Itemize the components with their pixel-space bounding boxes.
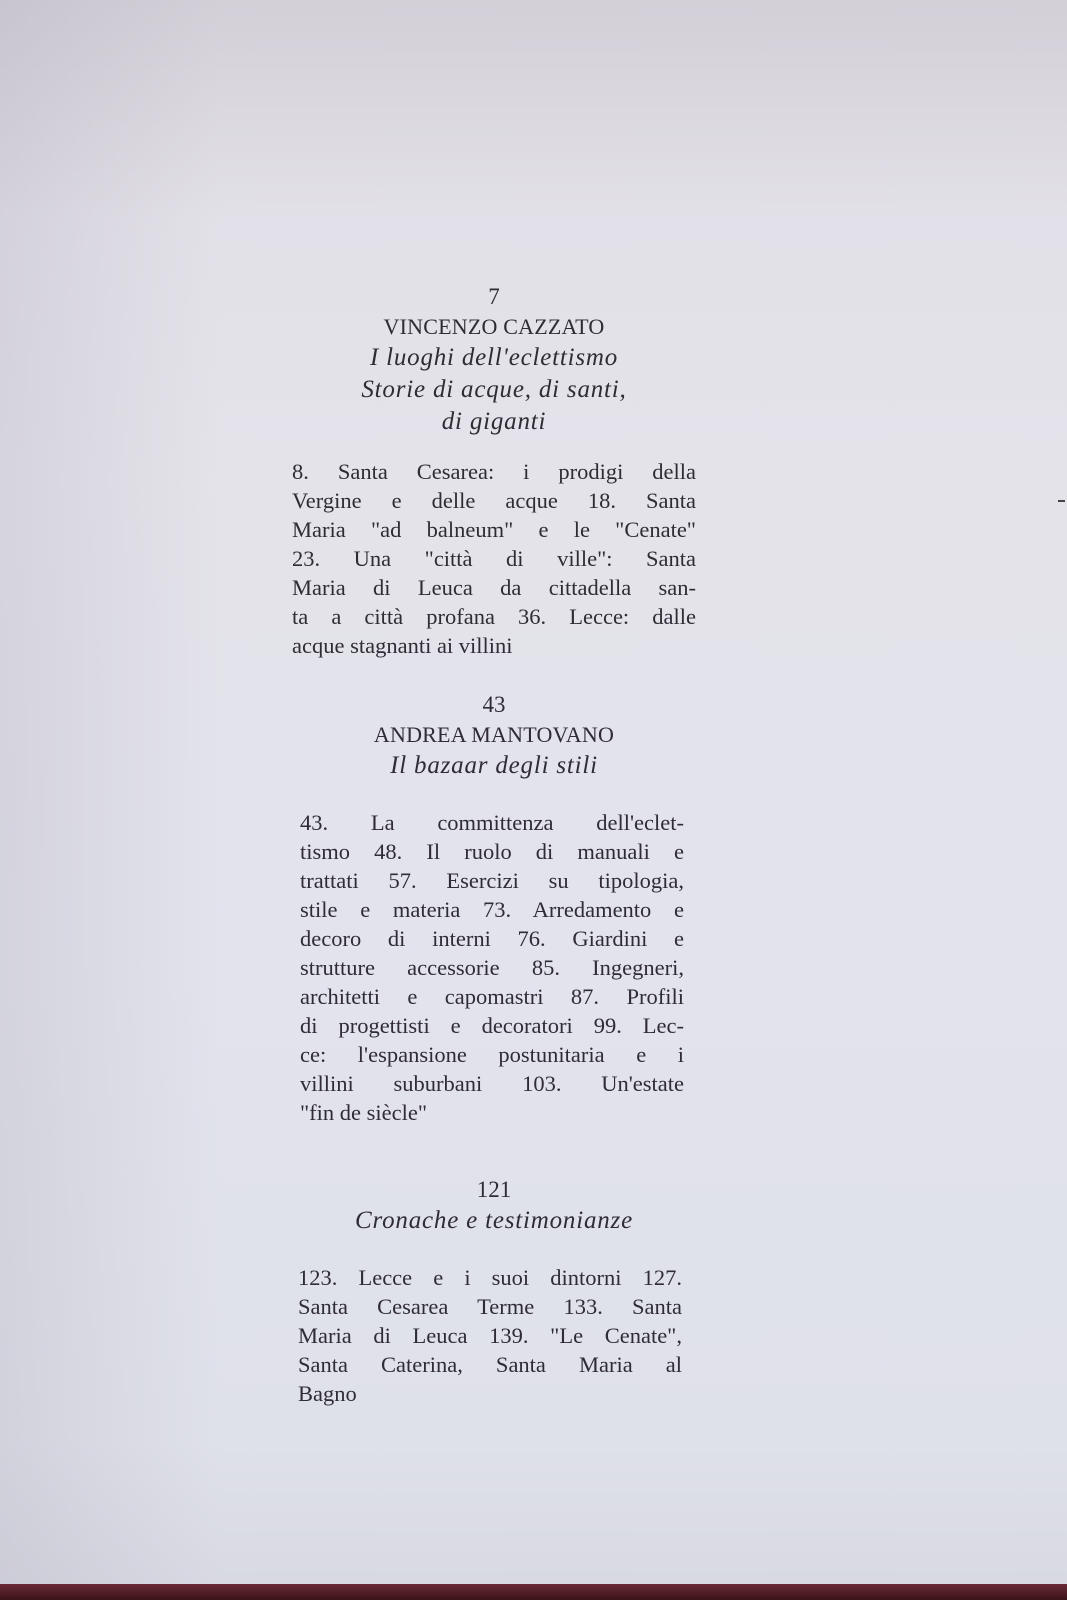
contents-line: di progettisti e decoratori 99. Lec- (300, 1013, 684, 1038)
contents-line: Maria "ad balneum" e le "Cenate" (292, 517, 696, 542)
contents-line: 43. La committenza dell'eclet- (300, 810, 684, 835)
section-title-line: Storie di acque, di santi, (361, 376, 627, 403)
contents-line: 23. Una "città di ville": Santa (292, 546, 696, 571)
contents-line: ta a città profana 36. Lecce: dalle (292, 604, 696, 629)
contents-line: ce: l'espansione postunitaria e i (300, 1042, 684, 1067)
contents-line: trattati 57. Esercizi su tipologia, (300, 868, 684, 893)
section-contents (292, 457, 696, 660)
edge-mark (1058, 500, 1065, 502)
contents-line: decoro di interni 76. Giardini e (300, 926, 684, 951)
section-contents (298, 1263, 682, 1408)
section-author: ANDREA MANTOVANO (373, 722, 615, 747)
contents-line: Maria di Leuca da cittadella san- (292, 575, 696, 600)
contents-line: villini suburbani 103. Un'estate (300, 1071, 684, 1096)
contents-line: architetti e capomastri 87. Profili (300, 984, 684, 1009)
section-contents (300, 808, 684, 1127)
contents-line: strutture accessorie 85. Ingegneri, (300, 955, 684, 980)
contents-line: tismo 48. Il ruolo di manuali e (300, 839, 684, 864)
toc-section-cronache (292, 1175, 696, 1406)
contents-line: Bagno (298, 1381, 357, 1406)
toc-section-cazzato (292, 282, 696, 658)
toc-section-mantovano (292, 690, 696, 1125)
section-title-line: di giganti (441, 408, 547, 435)
contents-line: stile e materia 73. Arredamento e (300, 897, 684, 922)
section-title-line: Il bazaar degli stili (390, 752, 598, 779)
page-shadow-left (0, 0, 220, 1600)
section-page-number: 121 (476, 1177, 512, 1202)
section-title-line: I luoghi dell'eclettismo (369, 344, 619, 371)
contents-line: Vergine e delle acque 18. Santa (292, 488, 696, 513)
contents-line: Santa Caterina, Santa Maria al (298, 1352, 682, 1377)
contents-line: Maria di Leuca 139. "Le Cenate", (298, 1323, 682, 1348)
section-title-line: Cronache e testimonianze (355, 1207, 633, 1234)
contents-line: "fin de siècle" (300, 1100, 428, 1125)
contents-line: 8. Santa Cesarea: i prodigi della (292, 459, 696, 484)
section-page-number: 43 (482, 692, 506, 717)
section-author: VINCENZO CAZZATO (383, 314, 605, 339)
contents-line: 123. Lecce e i suoi dintorni 127. (298, 1265, 682, 1290)
section-page-number: 7 (488, 284, 500, 309)
contents-line: acque stagnanti ai villini (292, 633, 513, 658)
contents-line: Santa Cesarea Terme 133. Santa (298, 1294, 682, 1319)
book-cover-edge (0, 1584, 1067, 1600)
